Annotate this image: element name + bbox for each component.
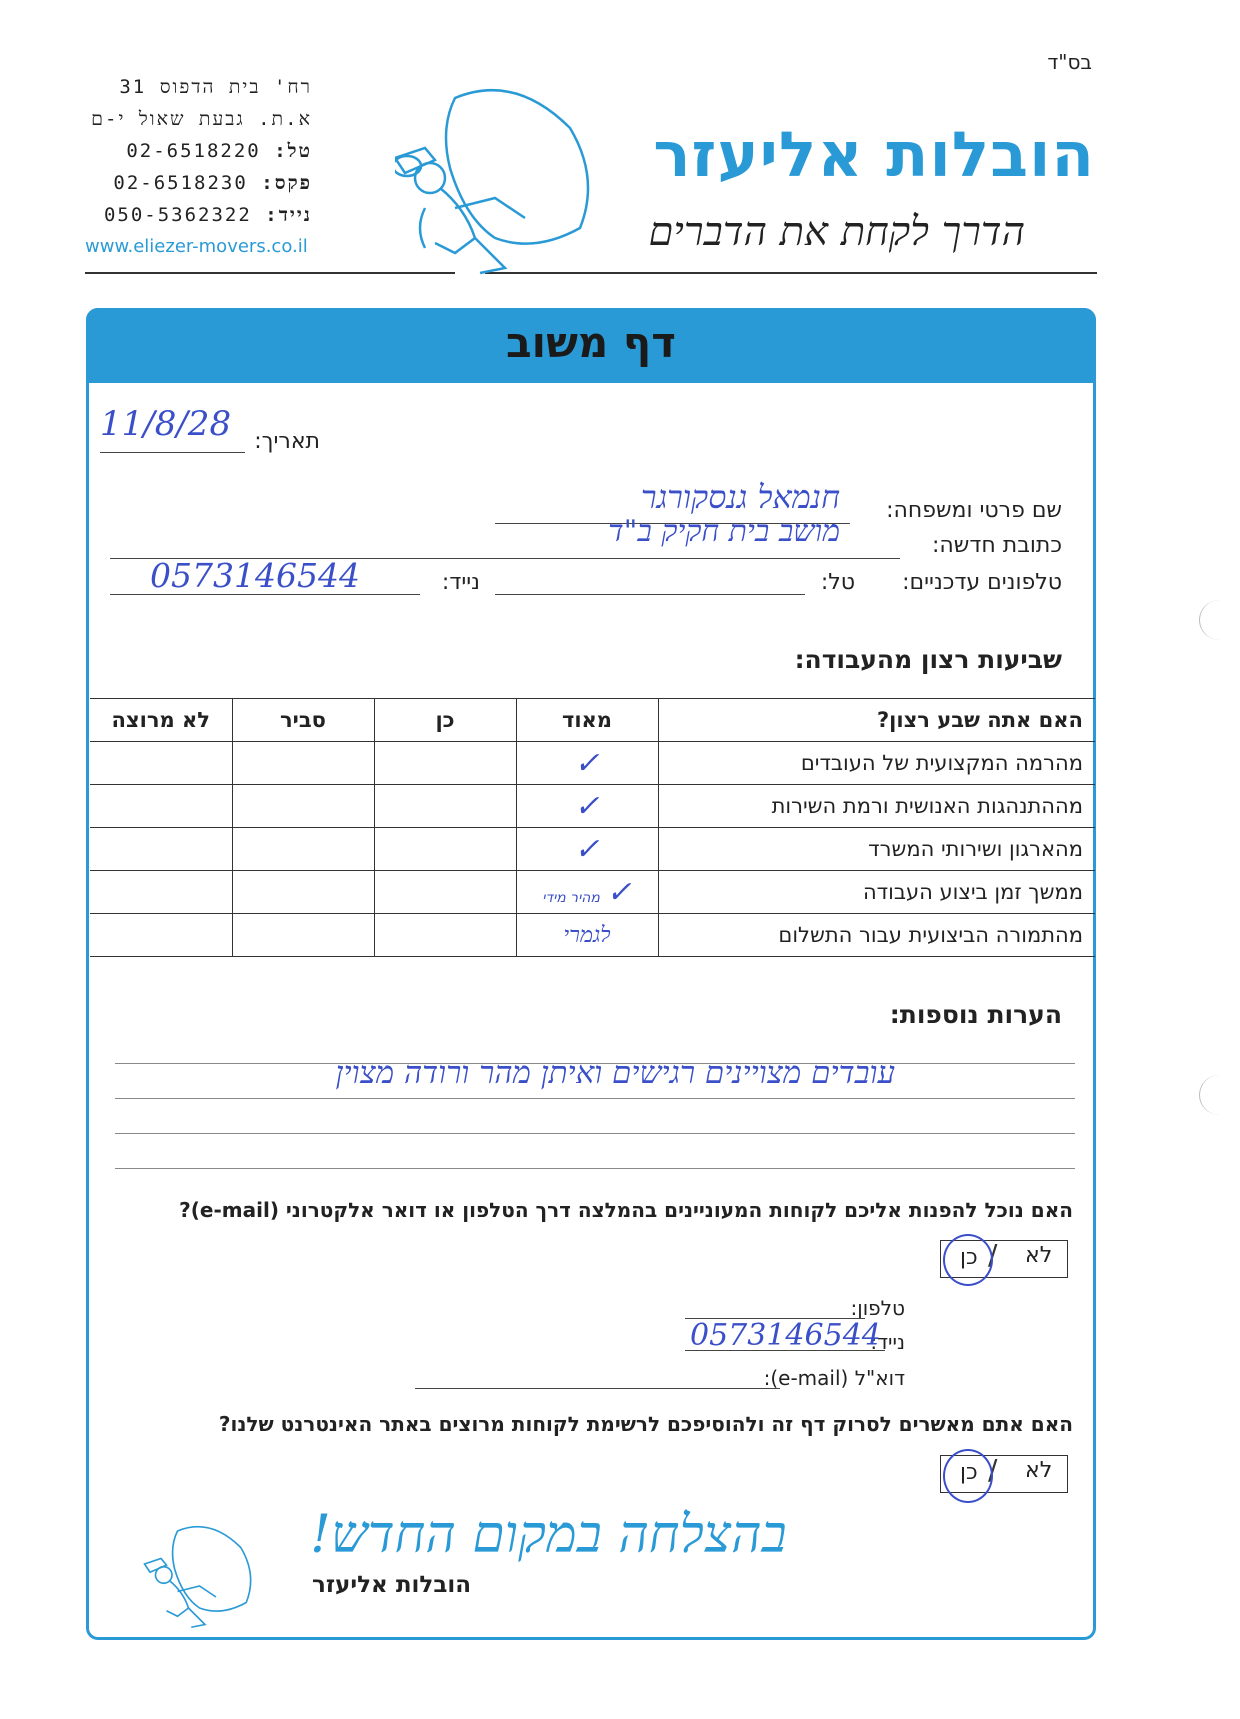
date-value[interactable]: 11/8/28 (100, 404, 232, 444)
referral-divider: / (988, 1238, 998, 1271)
rating-cell-not-satisfied[interactable] (90, 785, 232, 828)
rating-cell-reasonable[interactable] (232, 742, 374, 785)
comment-line-3 (115, 1133, 1075, 1134)
contact-mobile (104, 204, 312, 227)
rating-cell-yes[interactable] (374, 914, 516, 957)
comments-text[interactable]: עובדים מצויינים רגישים ואיתן מהר ורודה מצוין (335, 1055, 895, 1091)
referral-email-label: דוא"ל (e-mail): (763, 1366, 905, 1390)
rating-cell-very[interactable] (516, 871, 658, 914)
table-row (90, 871, 1095, 914)
rating-cell-very[interactable] (516, 914, 658, 957)
publish-yes-option[interactable]: כן (960, 1460, 978, 1485)
phones-tel-underline (495, 594, 805, 595)
question-header: האם אתה שבע רצון? (658, 699, 1095, 742)
phones-label: טלפונים עדכניים: (902, 570, 1062, 595)
row-question: מהרמה המקצועית של העובדים (658, 742, 1095, 785)
rating-cell-very[interactable] (516, 785, 658, 828)
rating-cell-yes[interactable] (374, 871, 516, 914)
contact-fax-value: 02-6518230 (113, 172, 248, 194)
contact-fax (113, 172, 312, 195)
rating-cell-not-satisfied[interactable] (90, 828, 232, 871)
contact-tel-value: 02-6518220 (126, 140, 261, 162)
column-very: מאוד (516, 699, 658, 742)
contact-tel (126, 140, 312, 163)
rating-cell-not-satisfied[interactable] (90, 914, 232, 957)
referral-question: האם נוכל להפנות אליכם לקוחות המעוניינים בהמלצה דרך הטלפון או דואר אלקטרוני (e-mail)? (179, 1198, 1073, 1222)
table-row (90, 785, 1095, 828)
rating-cell-yes[interactable] (374, 785, 516, 828)
rating-cell-reasonable[interactable] (232, 785, 374, 828)
phones-tel-label: טל: (820, 570, 855, 595)
row-question: מהארגון ושירותי המשרד (658, 828, 1095, 871)
phones-mobile-label: נייד: (441, 570, 480, 595)
publish-yes-circle (943, 1449, 993, 1503)
name-label: שם פרטי ומשפחה: (886, 498, 1062, 523)
phones-mobile-value[interactable]: 0573146544 (150, 556, 360, 595)
column-yes: כן (374, 699, 516, 742)
referral-tel-label: טלפון: (850, 1296, 905, 1320)
referral-mobile-value[interactable]: 0573146544 (690, 1318, 881, 1353)
referral-no-option[interactable]: לא (1025, 1243, 1053, 1268)
contact-fax-label: פקס: (261, 172, 312, 194)
table-row (90, 914, 1095, 957)
rating-cell-reasonable[interactable] (232, 871, 374, 914)
address-label: כתובת חדשה: (931, 533, 1062, 558)
contact-area: א.ת. גבעת שאול י-ם (91, 108, 312, 130)
punch-hole (1199, 600, 1240, 640)
publish-divider: / (988, 1453, 998, 1486)
contact-tel-label: טל: (274, 140, 312, 162)
rating-cell-not-satisfied[interactable] (90, 871, 232, 914)
company-name: הובלות אליעזר (653, 118, 1095, 191)
comments-heading: הערות נוספות: (889, 1000, 1062, 1029)
rating-cell-reasonable[interactable] (232, 914, 374, 957)
publish-no-option[interactable]: לא (1025, 1458, 1053, 1483)
rating-cell-reasonable[interactable] (232, 828, 374, 871)
contact-mobile-value: 050-5362322 (103, 204, 252, 226)
check-mark: ✓ (574, 745, 600, 781)
column-not-satisfied: לא מרוצה (90, 699, 232, 742)
mover-mascot-small-icon (140, 1520, 270, 1630)
table-row (90, 742, 1095, 785)
company-slogan: הדרך לקחת את הדברים (648, 209, 1025, 255)
check-mark: ✓ (574, 788, 600, 824)
footer-wish: בהצלחה במקום החדש! (310, 1505, 787, 1565)
referral-yes-circle (943, 1234, 993, 1286)
check-mark: ✓ (606, 874, 632, 910)
row-question: מההתנהגות האנושית ורמת השירות (658, 785, 1095, 828)
publish-question: האם אתם מאשרים לסרוק דף זה ולהוסיפכם לרשימת לקוחות מרוצים באתר האינטרנט שלנו? (218, 1412, 1073, 1436)
rating-cell-yes[interactable] (374, 828, 516, 871)
name-value[interactable]: חנמאל גנסקורגר (640, 478, 840, 516)
contact-street: רח' בית הדפוס 31 (119, 76, 312, 98)
mover-mascot-icon (395, 78, 615, 278)
contact-mobile-label: נייד: (265, 204, 312, 226)
row-question: מהתמורה הביצועית עבור התשלום (658, 914, 1095, 957)
comment-line-2 (115, 1098, 1075, 1099)
besd-mark: בס"ד (1047, 50, 1092, 74)
satisfaction-table (90, 698, 1095, 957)
address-value[interactable]: מושב בית חקיק ב"ד (608, 514, 840, 549)
rating-cell-not-satisfied[interactable] (90, 742, 232, 785)
punch-hole (1199, 1075, 1240, 1115)
table-header-row (90, 699, 1095, 742)
date-label: תאריך: (254, 429, 320, 454)
date-underline (100, 452, 245, 453)
rating-cell-very[interactable] (516, 828, 658, 871)
footer-company: הובלות אליעזר (312, 1572, 472, 1598)
check-mark: ✓ (574, 831, 600, 867)
table-row (90, 828, 1095, 871)
comment-line-4 (115, 1168, 1075, 1169)
satisfaction-heading: שביעות רצון מהעבודה: (794, 645, 1062, 674)
row-question: ממשך זמן ביצוע העבודה (658, 871, 1095, 914)
website-link[interactable]: www.eliezer-movers.co.il (85, 236, 308, 257)
rating-cell-yes[interactable] (374, 742, 516, 785)
handwritten-mark: לגמרי (563, 923, 611, 948)
column-reasonable: סביר (232, 699, 374, 742)
handwritten-note: מהיר מידי (542, 889, 600, 906)
referral-yes-option[interactable]: כן (960, 1245, 978, 1270)
form-title: דף משוב (506, 318, 676, 367)
referral-mobile-label: נייד: (870, 1330, 905, 1354)
referral-email-underline (415, 1388, 780, 1389)
rating-cell-very[interactable] (516, 742, 658, 785)
